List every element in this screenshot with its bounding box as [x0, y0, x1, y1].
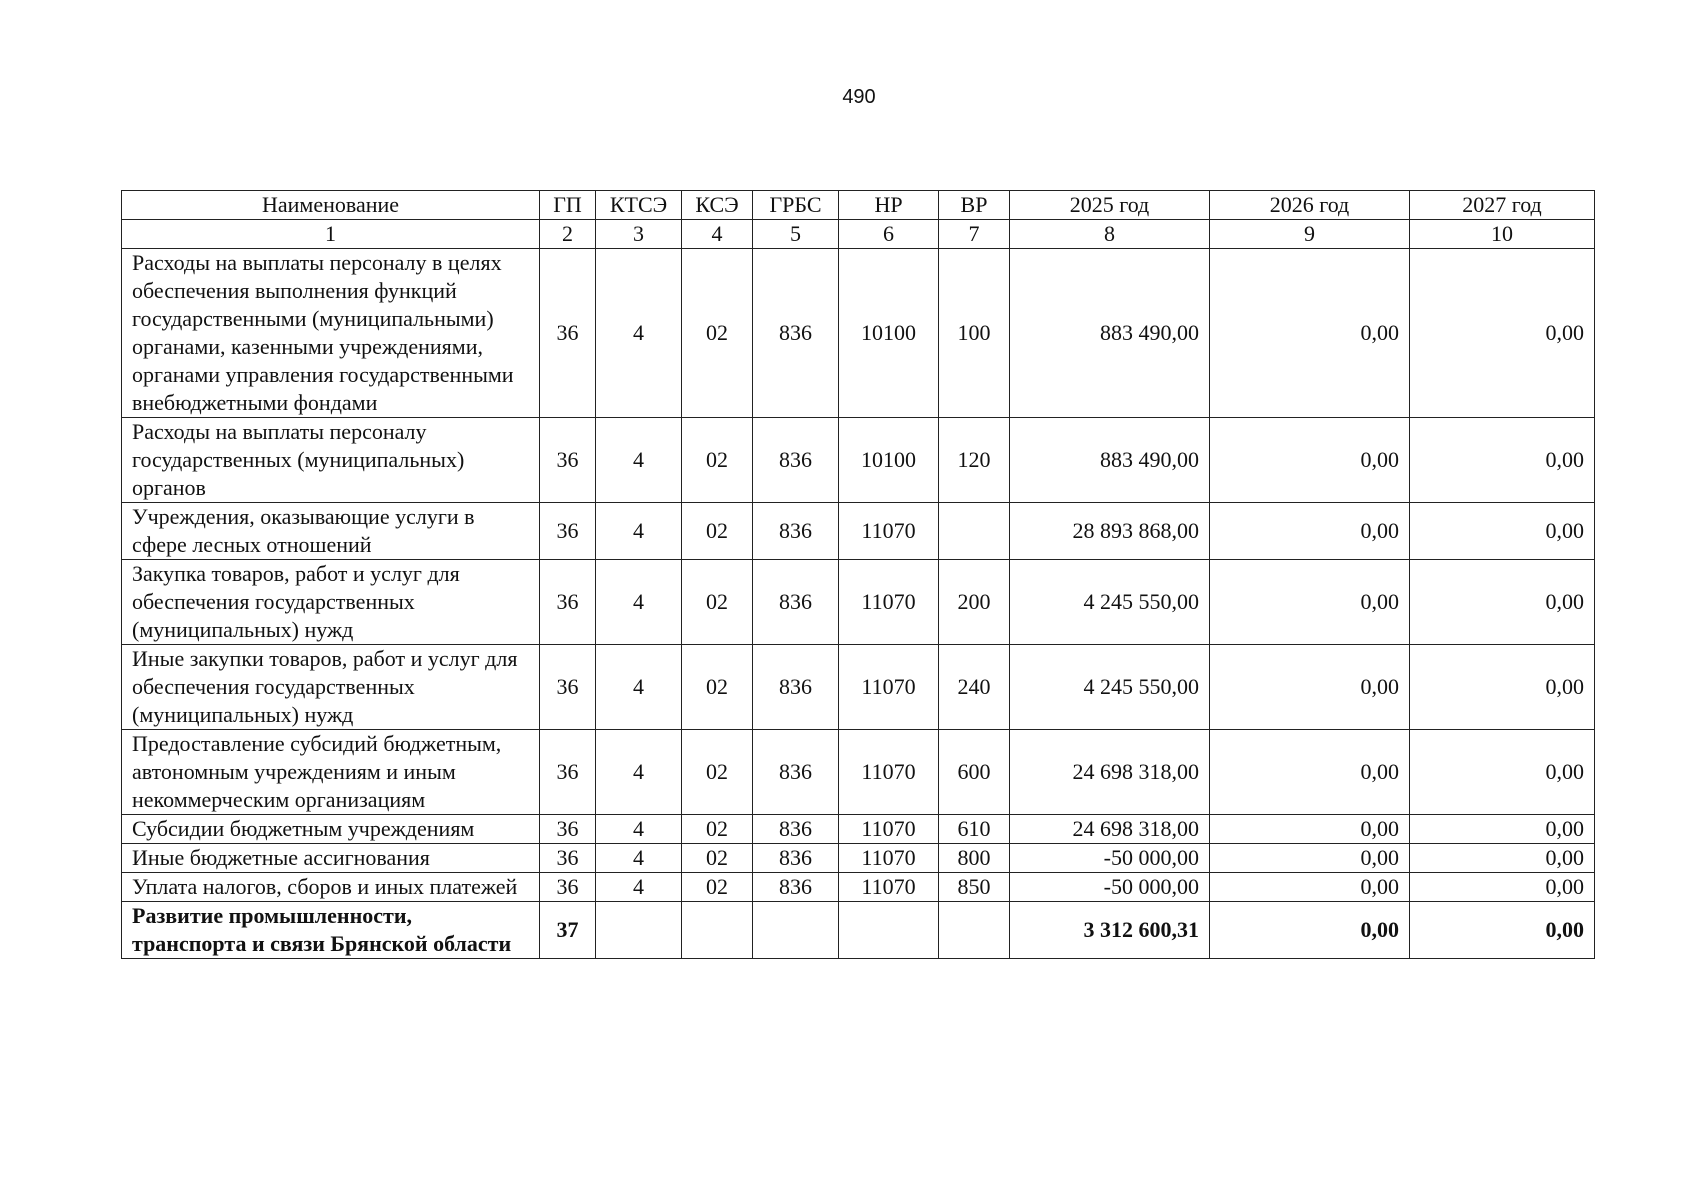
amount-2027-cell: 0,00: [1410, 902, 1595, 959]
ktse-cell: 4: [596, 815, 682, 844]
column-number-cell: 1: [122, 220, 540, 249]
amount-2025-cell: 3 312 600,31: [1010, 902, 1210, 959]
amount-2026-cell: 0,00: [1210, 645, 1410, 730]
vr-cell: 800: [939, 844, 1010, 873]
nr-cell: 11070: [839, 503, 939, 560]
amount-2026-cell: 0,00: [1210, 560, 1410, 645]
page-number: 490: [842, 86, 876, 108]
grbs-cell: 836: [753, 730, 839, 815]
row-name: Развитие промышленности, транспорта и связи Брянской области: [122, 902, 540, 959]
gp-cell: 36: [540, 418, 596, 503]
ktse-cell: 4: [596, 418, 682, 503]
amount-2025-cell: 24 698 318,00: [1010, 730, 1210, 815]
grbs-cell: 836: [753, 503, 839, 560]
vr-cell: [939, 902, 1010, 959]
vr-cell: 600: [939, 730, 1010, 815]
table-row: [122, 815, 1595, 844]
amount-2026-cell: 0,00: [1210, 844, 1410, 873]
row-name: Расходы на выплаты персоналу в целях обеспечения выполнения функций государственными (муниципальными) органами, казенными учреждениями, органами управления государственными внебюджетными фондами: [122, 249, 540, 418]
column-number-cell: 5: [753, 220, 839, 249]
amount-2027-cell: 0,00: [1410, 249, 1595, 418]
nr-cell: 11070: [839, 873, 939, 902]
row-name: Предоставление субсидий бюджетным, автономным учреждениям и иным некоммерческим организациям: [122, 730, 540, 815]
grbs-cell: 836: [753, 815, 839, 844]
ktse-cell: 4: [596, 503, 682, 560]
header-cell: ГП: [540, 191, 596, 220]
grbs-cell: 836: [753, 418, 839, 503]
grbs-cell: 836: [753, 560, 839, 645]
vr-cell: 100: [939, 249, 1010, 418]
header-cell: ВР: [939, 191, 1010, 220]
table-row: [122, 418, 1595, 503]
kse-cell: [682, 902, 753, 959]
grbs-cell: 836: [753, 249, 839, 418]
amount-2027-cell: 0,00: [1410, 418, 1595, 503]
row-name: Уплата налогов, сборов и иных платежей: [122, 873, 540, 902]
nr-cell: 11070: [839, 560, 939, 645]
amount-2025-cell: 883 490,00: [1010, 249, 1210, 418]
kse-cell: 02: [682, 249, 753, 418]
kse-cell: 02: [682, 645, 753, 730]
table-row: [122, 560, 1595, 645]
table-row: [122, 730, 1595, 815]
table-row: [122, 645, 1595, 730]
ktse-cell: [596, 902, 682, 959]
nr-cell: 11070: [839, 730, 939, 815]
table-row: [122, 873, 1595, 902]
grbs-cell: 836: [753, 873, 839, 902]
amount-2027-cell: 0,00: [1410, 730, 1595, 815]
gp-cell: 36: [540, 645, 596, 730]
column-number-cell: 8: [1010, 220, 1210, 249]
ktse-cell: 4: [596, 730, 682, 815]
gp-cell: 37: [540, 902, 596, 959]
column-number-row: [122, 220, 1595, 249]
nr-cell: 10100: [839, 249, 939, 418]
amount-2026-cell: 0,00: [1210, 249, 1410, 418]
amount-2027-cell: 0,00: [1410, 873, 1595, 902]
nr-cell: 11070: [839, 815, 939, 844]
amount-2025-cell: 28 893 868,00: [1010, 503, 1210, 560]
amount-2025-cell: 883 490,00: [1010, 418, 1210, 503]
row-name: Субсидии бюджетным учреждениям: [122, 815, 540, 844]
grbs-cell: [753, 902, 839, 959]
amount-2025-cell: -50 000,00: [1010, 873, 1210, 902]
gp-cell: 36: [540, 560, 596, 645]
vr-cell: 850: [939, 873, 1010, 902]
header-cell: НР: [839, 191, 939, 220]
amount-2025-cell: -50 000,00: [1010, 844, 1210, 873]
column-number-cell: 6: [839, 220, 939, 249]
vr-cell: 200: [939, 560, 1010, 645]
amount-2027-cell: 0,00: [1410, 815, 1595, 844]
header-cell: КТСЭ: [596, 191, 682, 220]
header-cell: ГРБС: [753, 191, 839, 220]
column-number-cell: 3: [596, 220, 682, 249]
column-number-cell: 7: [939, 220, 1010, 249]
kse-cell: 02: [682, 418, 753, 503]
ktse-cell: 4: [596, 873, 682, 902]
amount-2025-cell: 24 698 318,00: [1010, 815, 1210, 844]
grbs-cell: 836: [753, 645, 839, 730]
table-row: [122, 249, 1595, 418]
budget-table: [121, 190, 1595, 959]
vr-cell: 610: [939, 815, 1010, 844]
grbs-cell: 836: [753, 844, 839, 873]
gp-cell: 36: [540, 249, 596, 418]
header-cell: 2027 год: [1410, 191, 1595, 220]
gp-cell: 36: [540, 503, 596, 560]
row-name: Иные закупки товаров, работ и услуг для обеспечения государственных (муниципальных) нужд: [122, 645, 540, 730]
nr-cell: 11070: [839, 645, 939, 730]
amount-2026-cell: 0,00: [1210, 730, 1410, 815]
amount-2027-cell: 0,00: [1410, 503, 1595, 560]
gp-cell: 36: [540, 844, 596, 873]
column-number-cell: 2: [540, 220, 596, 249]
row-name: Закупка товаров, работ и услуг для обеспечения государственных (муниципальных) нужд: [122, 560, 540, 645]
amount-2027-cell: 0,00: [1410, 560, 1595, 645]
amount-2026-cell: 0,00: [1210, 418, 1410, 503]
ktse-cell: 4: [596, 560, 682, 645]
kse-cell: 02: [682, 503, 753, 560]
table-row: [122, 503, 1595, 560]
kse-cell: 02: [682, 815, 753, 844]
row-name: Иные бюджетные ассигнования: [122, 844, 540, 873]
header-row: [122, 191, 1595, 220]
kse-cell: 02: [682, 873, 753, 902]
row-name: Учреждения, оказывающие услуги в сфере лесных отношений: [122, 503, 540, 560]
amount-2027-cell: 0,00: [1410, 844, 1595, 873]
nr-cell: 10100: [839, 418, 939, 503]
ktse-cell: 4: [596, 645, 682, 730]
amount-2025-cell: 4 245 550,00: [1010, 645, 1210, 730]
kse-cell: 02: [682, 560, 753, 645]
ktse-cell: 4: [596, 249, 682, 418]
kse-cell: 02: [682, 730, 753, 815]
column-number-cell: 9: [1210, 220, 1410, 249]
gp-cell: 36: [540, 815, 596, 844]
amount-2027-cell: 0,00: [1410, 645, 1595, 730]
amount-2026-cell: 0,00: [1210, 503, 1410, 560]
nr-cell: 11070: [839, 844, 939, 873]
amount-2026-cell: 0,00: [1210, 902, 1410, 959]
vr-cell: 240: [939, 645, 1010, 730]
amount-2026-cell: 0,00: [1210, 815, 1410, 844]
header-cell: КСЭ: [682, 191, 753, 220]
vr-cell: 120: [939, 418, 1010, 503]
gp-cell: 36: [540, 730, 596, 815]
row-name: Расходы на выплаты персоналу государственных (муниципальных) органов: [122, 418, 540, 503]
table-row-total: [122, 902, 1595, 959]
amount-2026-cell: 0,00: [1210, 873, 1410, 902]
ktse-cell: 4: [596, 844, 682, 873]
column-number-cell: 4: [682, 220, 753, 249]
nr-cell: [839, 902, 939, 959]
vr-cell: [939, 503, 1010, 560]
amount-2025-cell: 4 245 550,00: [1010, 560, 1210, 645]
gp-cell: 36: [540, 873, 596, 902]
header-cell: 2025 год: [1010, 191, 1210, 220]
kse-cell: 02: [682, 844, 753, 873]
header-cell: 2026 год: [1210, 191, 1410, 220]
table-row: [122, 844, 1595, 873]
column-number-cell: 10: [1410, 220, 1595, 249]
header-cell: Наименование: [122, 191, 540, 220]
